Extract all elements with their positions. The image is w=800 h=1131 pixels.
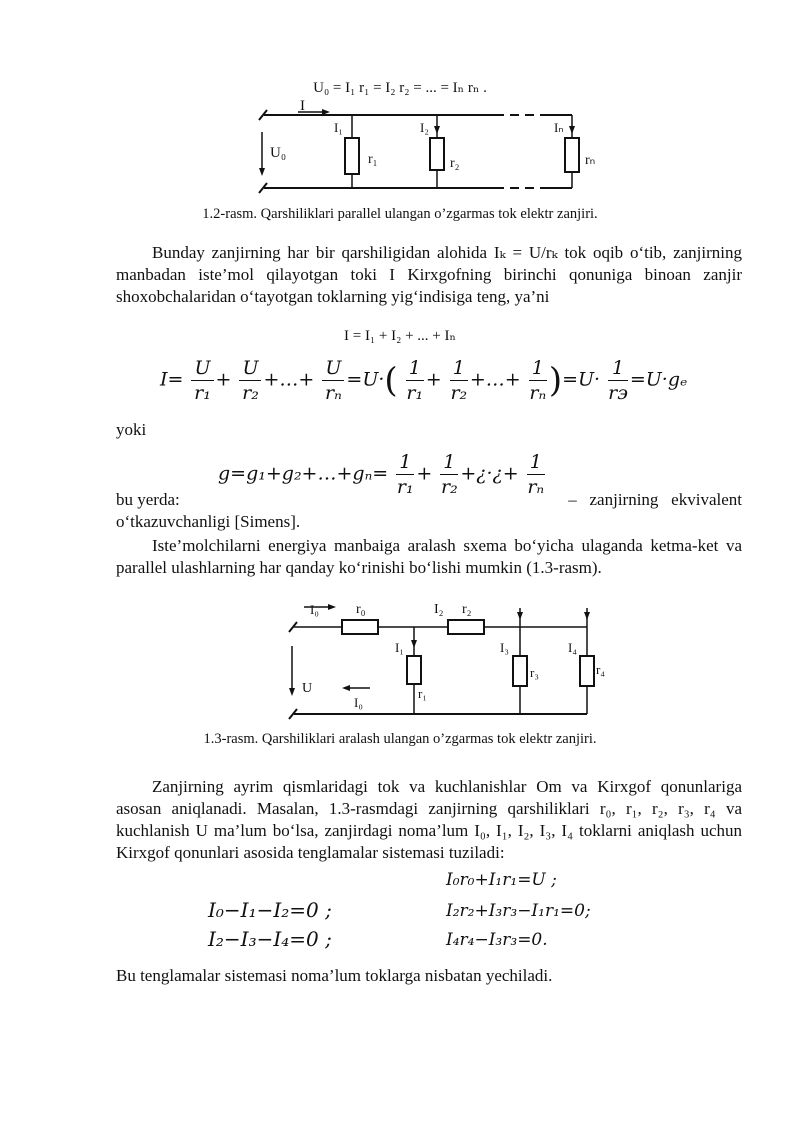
label-I0-top: I₀	[310, 602, 319, 617]
label-r1: r₁	[418, 686, 427, 701]
paragraph-2: Iste’molchilarni energiya manbaiga aralash sxema bo‘yicha ulaganda ketma-ket va parallel ulashlarning har qanday ko‘rinishi bo‘lishi mumkin (1.3-rasm).	[116, 536, 742, 577]
bu-yerda-text: bu yerda:	[116, 490, 180, 509]
system-eq-4: I₂−I₃−I₄=0 ;	[208, 927, 332, 951]
equation-current: I= $\frac{U}{\text{r₁}}$ + $\frac{U}{\text{r₂}}$ +…+ $\frac{U}{\text{rₙ}}$ =U·( $\frac{1}{\text{r₁}}$ + $\frac{1}{\text{r₂}}$ +…+ $\frac{1}{\text{rₙ}}$ )=U· $\frac{1}{rэ}$ =U·gₑ	[160, 357, 688, 404]
label-r4: r₄	[596, 662, 605, 677]
conductance-unit-text: o‘tkazuvchanligi [Simens].	[116, 512, 301, 531]
system-eq-2: I₀−I₁−I₂=0 ;	[208, 898, 332, 922]
paragraph-4: Bu tenglamalar sistemasi noma’lum toklarga nisbatan yechiladi.	[116, 966, 553, 985]
label-rn: rₙ	[585, 153, 596, 168]
label-r1: r₁	[368, 152, 378, 167]
label-r2: r₂	[450, 156, 460, 171]
label-In: Iₙ	[554, 120, 564, 135]
label-r3: r₃	[530, 665, 539, 680]
fig13-circuit	[282, 598, 612, 723]
yoki-text: yoki	[116, 420, 147, 439]
label-I1: I₁	[395, 640, 404, 655]
label-I2: I₂	[420, 120, 429, 135]
label-U: U	[302, 681, 313, 696]
system-eq-5: I₄r₄−I₃r₃=0.	[446, 930, 548, 950]
label-I1: I₁	[334, 120, 343, 135]
fig12-formula: U₀ = I₁ r₁ = I₂ r₂ = ... = Iₙ rₙ .	[313, 80, 487, 96]
label-U0: U₀	[270, 145, 287, 161]
fig12-caption: 1.2-rasm. Qarshiliklari parallel ulangan o’zgarmas tok elektr zanjiri.	[202, 206, 598, 222]
label-r0: r₀	[356, 602, 366, 617]
paragraph-1: Bunday zanjirning har bir qarshiligidan alohida Iₖ = U/rₖ tok oqib o‘tib, zanjirning manbadan iste’mol qilayotgan toki I Kirxgofning birinchi qonuniga binoan zanjir shoxobchalaridan o‘tayotgan toklarning yig‘indisiga teng, ya’ni	[116, 243, 742, 306]
equivalent-text: – zanjirning ekvivalent	[568, 490, 742, 509]
equation-conductance: g=g₁+g₂+…+gₙ= $\frac{1}{\text{r₁}}$ + $\frac{1}{\text{r₂}}$ +¿·¿+ $\frac{1}{\text{rₙ}}$	[218, 451, 545, 498]
label-I: I	[300, 98, 305, 114]
equation-sum: I = I₁ + I₂ + ... + Iₙ	[343, 328, 457, 344]
label-I4: I₄	[568, 640, 577, 655]
system-eq-1: I₀r₀+I₁r₁=U ;	[446, 870, 557, 890]
label-I0-bottom: I₀	[354, 695, 363, 710]
label-I2: I₂	[434, 602, 444, 617]
label-r2: r₂	[462, 602, 472, 617]
label-I3: I₃	[500, 640, 509, 655]
paragraph-3: Zanjirning ayrim qismlaridagi tok va kuchlanishlar Om va Kirxgof qonunlariga asosan aniqlanadi. Masalan, 1.3-rasmdagi zanjirning qarshiliklari r₀, r₁, r₂, r₃, r₄ va kuchlanish U ma’lum bo‘lsa, zanjirdagi noma’lum I₀, I₁, I₂, I₃, I₄ toklarni aniqlash uchun Kirxgof qonunlari asosida tenglamalar sistemasi tuziladi:	[116, 777, 742, 862]
system-eq-3: I₂r₂+I₃r₃−I₁r₁=0;	[446, 901, 591, 921]
fig12-circuit	[250, 98, 596, 198]
fig13-caption: 1.3-rasm. Qarshiliklari aralash ulangan o’zgarmas tok elektr zanjiri.	[203, 731, 597, 747]
